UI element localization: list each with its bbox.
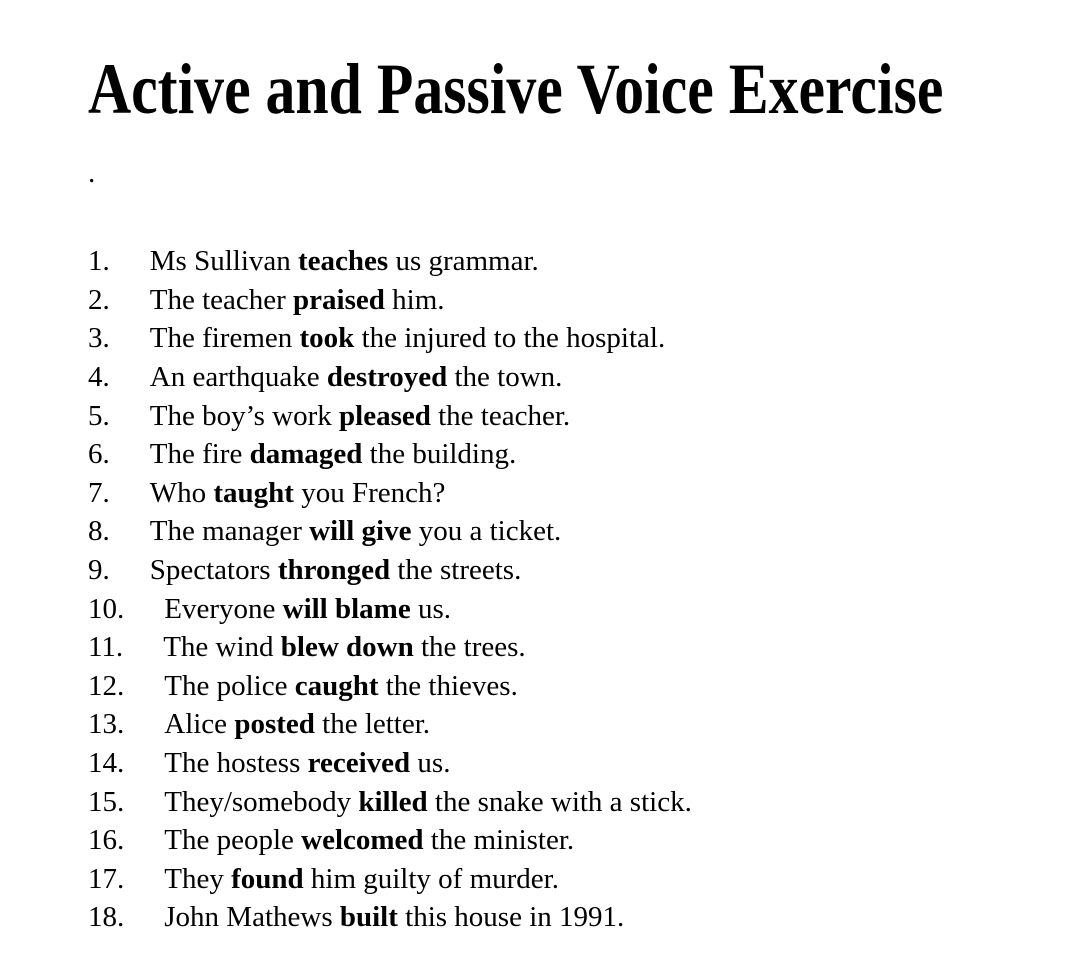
item-text [150,397,570,436]
item-text [164,744,450,783]
item-number: 3. [88,322,110,355]
item-number: 11. [88,631,124,664]
item-number: 15. [88,785,125,818]
document-page [0,49,1080,959]
list-item [88,319,1080,358]
item-verb: posted [234,708,315,741]
item-text-after: the trees. [413,631,526,664]
item-verb: will give [309,515,412,548]
item-text-after: this house in 1991. [397,901,625,934]
item-text [150,281,445,320]
exercise-list [88,242,1080,937]
item-verb: will blame [282,592,411,625]
item-text-before: The wind [163,631,281,664]
list-item [88,242,1080,281]
item-text-before: John Mathews [164,901,340,934]
item-text-after: us. [410,592,452,625]
item-text-after: the teacher. [430,399,571,432]
item-text [150,242,539,281]
item-number: 13. [88,708,125,741]
item-text-before: Spectators [149,553,278,586]
item-verb: pleased [339,399,431,432]
item-verb: thronged [277,553,391,586]
item-number: 4. [88,360,110,393]
list-item [88,821,1080,860]
item-text-after: us. [410,746,451,779]
item-text-before: The firemen [149,322,300,355]
item-text-after: us grammar. [388,245,539,278]
item-text-after: the letter. [314,708,431,741]
item-verb: teaches [298,245,389,278]
list-item [88,358,1080,397]
item-text [164,783,692,822]
item-number: 14. [88,746,125,779]
item-text-before: The hostess [164,746,308,779]
list-item [88,590,1080,629]
item-text-after: the thieves. [378,669,518,702]
item-verb: damaged [249,438,363,471]
item-text [164,898,624,937]
item-text-before: The fire [149,438,250,471]
item-text-before: An earthquake [149,360,327,393]
item-number: 8. [88,515,110,548]
item-text [150,435,517,474]
item-text-before: They/somebody [164,785,359,818]
item-number: 12. [88,669,125,702]
list-item [88,860,1080,899]
list-item [88,551,1080,590]
list-item [88,744,1080,783]
item-verb: praised [293,283,385,316]
item-text-before: The manager [149,515,310,548]
item-text [164,667,518,706]
item-text-before: The teacher [149,283,294,316]
item-number: 5. [88,399,110,432]
item-text-after: the building. [362,438,517,471]
item-text-before: They [164,862,232,895]
item-text [150,512,562,551]
item-text-after: the streets. [390,553,522,586]
item-text-before: The people [164,824,302,857]
item-text-before: The boy’s work [149,399,340,432]
item-number: 18. [88,901,125,934]
list-item [88,397,1080,436]
item-verb: built [339,901,398,934]
item-number: 7. [88,476,110,509]
list-item [88,667,1080,706]
item-text [163,628,525,667]
item-text-before: Ms Sullivan [149,245,298,278]
item-text-after: him. [384,283,445,316]
item-number: 16. [88,824,125,857]
item-text-before: Everyone [164,592,283,625]
item-verb: welcomed [301,824,424,857]
list-item [88,783,1080,822]
item-text-before: Who [149,476,214,509]
list-item [88,512,1080,551]
list-item [88,705,1080,744]
item-text-after: the injured to the hospital. [354,322,666,355]
item-text [150,474,446,513]
item-text-after: the minister. [423,824,575,857]
item-text-after: you French? [293,476,446,509]
item-text [164,705,430,744]
page-title: Active and Passive Voice Exercise [88,49,944,129]
item-text-after: the town. [447,360,563,393]
item-text [164,590,451,629]
item-text-after: the snake with a stick. [427,785,692,818]
item-text [150,319,665,358]
item-number: 10. [88,592,125,625]
item-verb: taught [213,476,294,509]
item-verb: killed [358,785,428,818]
item-text-before: The police [164,669,295,702]
item-text-after: you a ticket. [411,515,562,548]
item-verb: received [307,746,411,779]
item-text [150,358,563,397]
list-item [88,898,1080,937]
item-text-before: Alice [164,708,235,741]
item-text-after: him guilty of murder. [303,862,559,895]
item-text [164,821,574,860]
item-verb: blew down [280,631,414,664]
list-item [88,281,1080,320]
item-text [150,551,522,590]
item-number: 2. [88,283,110,316]
item-number: 1. [88,245,110,278]
list-item [88,474,1080,513]
item-number: 9. [88,553,110,586]
item-verb: found [231,862,304,895]
item-verb: caught [294,669,379,702]
stray-period: . [88,156,96,189]
list-item [88,435,1080,474]
item-number: 6. [88,438,110,471]
item-verb: destroyed [326,360,448,393]
item-verb: took [299,322,355,355]
item-text [164,860,559,899]
list-item [88,628,1080,667]
item-number: 17. [88,862,125,895]
